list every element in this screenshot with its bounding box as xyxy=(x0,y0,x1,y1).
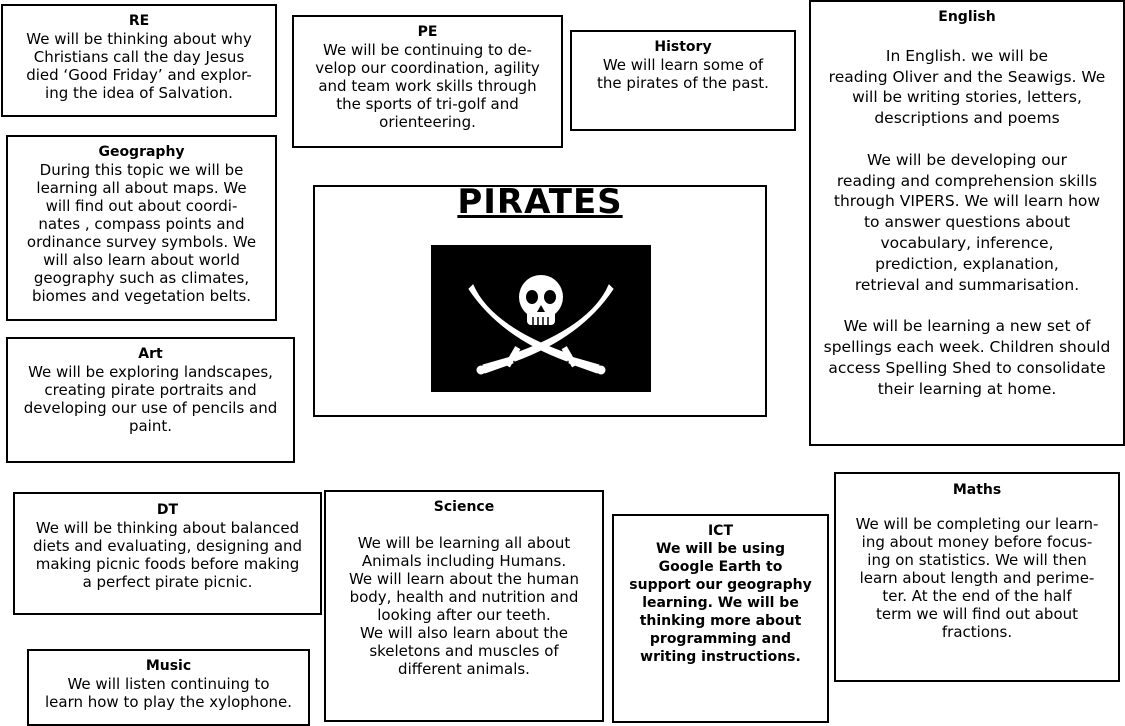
dt-heading: DT xyxy=(156,502,179,518)
jolly-roger-icon xyxy=(431,245,651,392)
geography-box xyxy=(6,135,277,321)
maths-text: We will be completing our learn- ing about money before focus- ing on statistics. We will then learn about length and perime- ter. At the end of the half term we will find out about fractions. xyxy=(855,515,1099,641)
pe-box xyxy=(292,15,563,148)
music-text: We will listen continuing to learn how to play the xylophone. xyxy=(44,675,293,711)
dt-text: We will be thinking about balanced diets and evaluating, designing and making picnic foods before making a perfect pirate picnic. xyxy=(32,519,303,591)
music-heading: Music xyxy=(145,658,192,674)
history-box xyxy=(570,30,796,131)
re-box xyxy=(1,4,277,117)
science-text: We will be learning all about Animals including Humans. We will learn about the human body, health and nutrition and looking after our teeth. We will also learn about the skeletons and muscles of different animals. xyxy=(348,534,579,678)
re-heading: RE xyxy=(128,13,150,29)
history-heading: History xyxy=(654,39,712,55)
english-box xyxy=(809,0,1125,446)
english-text: In English. we will be reading Oliver and the Seawigs. We will be writing stories, letters, descriptions and poems We will be developing our reading and comprehension skills through VIPERS. We will learn how to answer questions about vocabulary, inference, prediction, explanation, retrieval and summarisation. We will be learning a new set of spellings each week. Children should access Spelling Shed to consolidate their learning at home. xyxy=(823,46,1111,398)
dt-box xyxy=(13,492,322,615)
maths-heading: Maths xyxy=(952,482,1002,498)
science-heading: Science xyxy=(433,499,495,515)
re-text: We will be thinking about why Christians call the day Jesus died ‘Good Friday’ and explor- ing the idea of Salvation. xyxy=(26,30,252,102)
pe-text: We will be continuing to de- velop our coordination, agility and team work skills through the sports of tri-golf and orienteering. xyxy=(315,41,540,131)
english-heading: English xyxy=(938,9,996,25)
art-heading: Art xyxy=(138,346,163,362)
art-box xyxy=(6,337,295,463)
geography-text: During this topic we will be learning all about maps. We will find out about coordi- nates , compass points and ordinance survey symbols. We will also learn about world geography such as climates, biomes and vegetation belts. xyxy=(26,161,257,305)
pe-heading: PE xyxy=(417,24,438,40)
ict-text: We will be using Google Earth to support our geography learning. We will be thinking more about programming and writing instructions. xyxy=(629,541,812,665)
music-box xyxy=(27,649,310,726)
ict-heading: ICT xyxy=(707,523,734,539)
history-text: We will learn some of the pirates of the past. xyxy=(597,56,769,92)
ict-box xyxy=(612,514,829,723)
geography-heading: Geography xyxy=(98,144,185,160)
pirates-title: PIRATES xyxy=(457,185,623,222)
art-text: We will be exploring landscapes, creating pirate portraits and developing our use of pencils and paint. xyxy=(23,363,278,435)
pirates-center-box xyxy=(313,185,767,417)
maths-box xyxy=(834,472,1120,682)
science-box xyxy=(324,490,604,722)
